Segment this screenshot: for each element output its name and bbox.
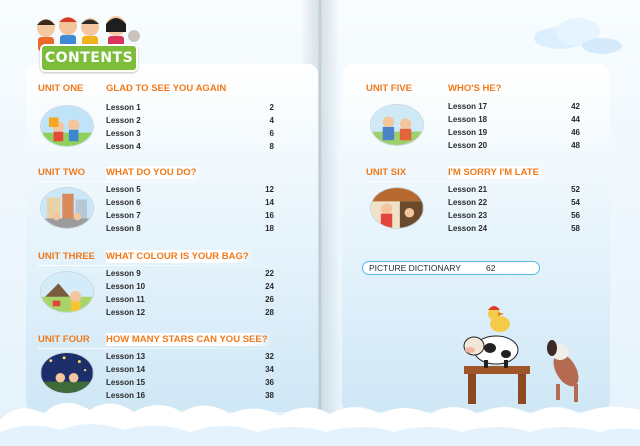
unit-divider (366, 97, 580, 98)
page-number: 42 (571, 102, 580, 111)
page-number: 26 (265, 295, 274, 304)
unit-five-illustration (370, 104, 424, 146)
page-number: 32 (265, 352, 274, 361)
page-number: 18 (265, 224, 274, 233)
lesson-entry[interactable] (106, 308, 274, 321)
dictionary-label: PICTURE DICTIONARY (369, 263, 461, 273)
lesson-entry[interactable] (448, 141, 580, 154)
lesson-entry[interactable] (106, 116, 274, 129)
unit-topic: I'M SORRY I'M LATE (448, 166, 545, 179)
unit-heading (38, 251, 274, 263)
unit-one-illustration (40, 105, 94, 147)
unit-label: UNIT ONE (38, 83, 84, 94)
lesson-label: Lesson 21 (448, 185, 488, 194)
unit-divider (38, 97, 274, 98)
lesson-entry[interactable] (106, 282, 274, 295)
lesson-label: Lesson 12 (106, 308, 146, 317)
contents-title: CONTENTS (44, 50, 134, 66)
page-number: 22 (265, 269, 274, 278)
lesson-entry[interactable] (106, 185, 274, 198)
lesson-label: Lesson 14 (106, 365, 146, 374)
lesson-label: Lesson 3 (106, 129, 141, 138)
unit-label: UNIT TWO (38, 167, 85, 178)
unit-heading (38, 83, 274, 95)
unit-divider (38, 265, 274, 266)
page-number: 46 (571, 128, 580, 137)
unit-label: UNIT SIX (366, 167, 407, 178)
lesson-entry[interactable] (448, 211, 580, 224)
page-number: 34 (265, 365, 274, 374)
lesson-entry[interactable] (106, 269, 274, 282)
page-number: 16 (265, 211, 274, 220)
lesson-entry[interactable] (448, 115, 580, 128)
unit-two-illustration (40, 187, 94, 229)
lesson-entry[interactable] (106, 365, 274, 378)
page-number: 52 (571, 185, 580, 194)
lesson-entry[interactable] (106, 142, 274, 155)
page-number: 36 (265, 378, 274, 387)
lesson-label: Lesson 19 (448, 128, 488, 137)
page-number: 24 (265, 282, 274, 291)
unit-divider (38, 181, 274, 182)
lesson-label: Lesson 16 (106, 391, 146, 400)
unit-heading (366, 167, 580, 179)
unit-topic: WHAT DO YOU DO? (106, 166, 202, 179)
unit-heading (38, 334, 274, 346)
lesson-label: Lesson 9 (106, 269, 141, 278)
page-number: 12 (265, 185, 274, 194)
lesson-label: Lesson 23 (448, 211, 488, 220)
page-number: 44 (571, 115, 580, 124)
lesson-entry[interactable] (448, 224, 580, 237)
lesson-label: Lesson 20 (448, 141, 488, 150)
unit-topic: HOW MANY STARS CAN YOU SEE? (106, 333, 274, 346)
cloud-illustration (520, 10, 630, 56)
unit-divider (366, 181, 580, 182)
page-number: 62 (486, 263, 496, 273)
lesson-label: Lesson 22 (448, 198, 488, 207)
unit-topic: WHAT COLOUR IS YOUR BAG? (106, 250, 255, 263)
page-number: 2 (269, 103, 274, 112)
lesson-label: Lesson 2 (106, 116, 141, 125)
lesson-label: Lesson 6 (106, 198, 141, 207)
lesson-label: Lesson 10 (106, 282, 146, 291)
unit-label: UNIT THREE (38, 251, 95, 262)
lesson-entry[interactable] (448, 198, 580, 211)
unit-topic: GLAD TO SEE YOU AGAIN (106, 82, 232, 95)
lesson-label: Lesson 7 (106, 211, 141, 220)
lesson-label: Lesson 11 (106, 295, 145, 304)
unit-divider (38, 348, 274, 349)
unit-three-illustration (40, 271, 94, 313)
page-number: 14 (265, 198, 274, 207)
lesson-entry[interactable] (106, 211, 274, 224)
lesson-label: Lesson 5 (106, 185, 141, 194)
page-number: 28 (265, 308, 274, 317)
lesson-entry[interactable] (106, 129, 274, 142)
lesson-label: Lesson 15 (106, 378, 146, 387)
page-number: 58 (571, 224, 580, 233)
lesson-entry[interactable] (106, 295, 274, 308)
lesson-label: Lesson 8 (106, 224, 141, 233)
lesson-entry[interactable] (106, 103, 274, 116)
unit-topic: WHO'S HE? (448, 82, 507, 95)
lesson-entry[interactable] (448, 185, 580, 198)
page-number: 4 (269, 116, 274, 125)
unit-label: UNIT FOUR (38, 334, 90, 345)
page-number: 56 (571, 211, 580, 220)
lesson-label: Lesson 17 (448, 102, 488, 111)
lesson-entry[interactable] (448, 102, 580, 115)
cloud-border-illustration (0, 380, 640, 446)
lesson-label: Lesson 1 (106, 103, 141, 112)
picture-dictionary-entry[interactable] (362, 261, 540, 275)
unit-label: UNIT FIVE (366, 83, 412, 94)
lesson-label: Lesson 18 (448, 115, 488, 124)
page-number: 6 (269, 129, 274, 138)
page-number: 38 (265, 391, 274, 400)
lesson-entry[interactable] (106, 224, 274, 237)
page-number: 48 (571, 141, 580, 150)
contents-banner (40, 44, 138, 72)
unit-heading (366, 83, 580, 95)
lesson-entry[interactable] (106, 352, 274, 365)
lesson-label: Lesson 4 (106, 142, 141, 151)
page-number: 54 (571, 198, 580, 207)
lesson-label: Lesson 24 (448, 224, 488, 233)
unit-heading (38, 167, 274, 179)
lesson-entry[interactable] (106, 198, 274, 211)
unit-six-illustration (370, 187, 424, 229)
lesson-label: Lesson 13 (106, 352, 146, 361)
page-number: 8 (269, 142, 274, 151)
lesson-entry[interactable] (448, 128, 580, 141)
